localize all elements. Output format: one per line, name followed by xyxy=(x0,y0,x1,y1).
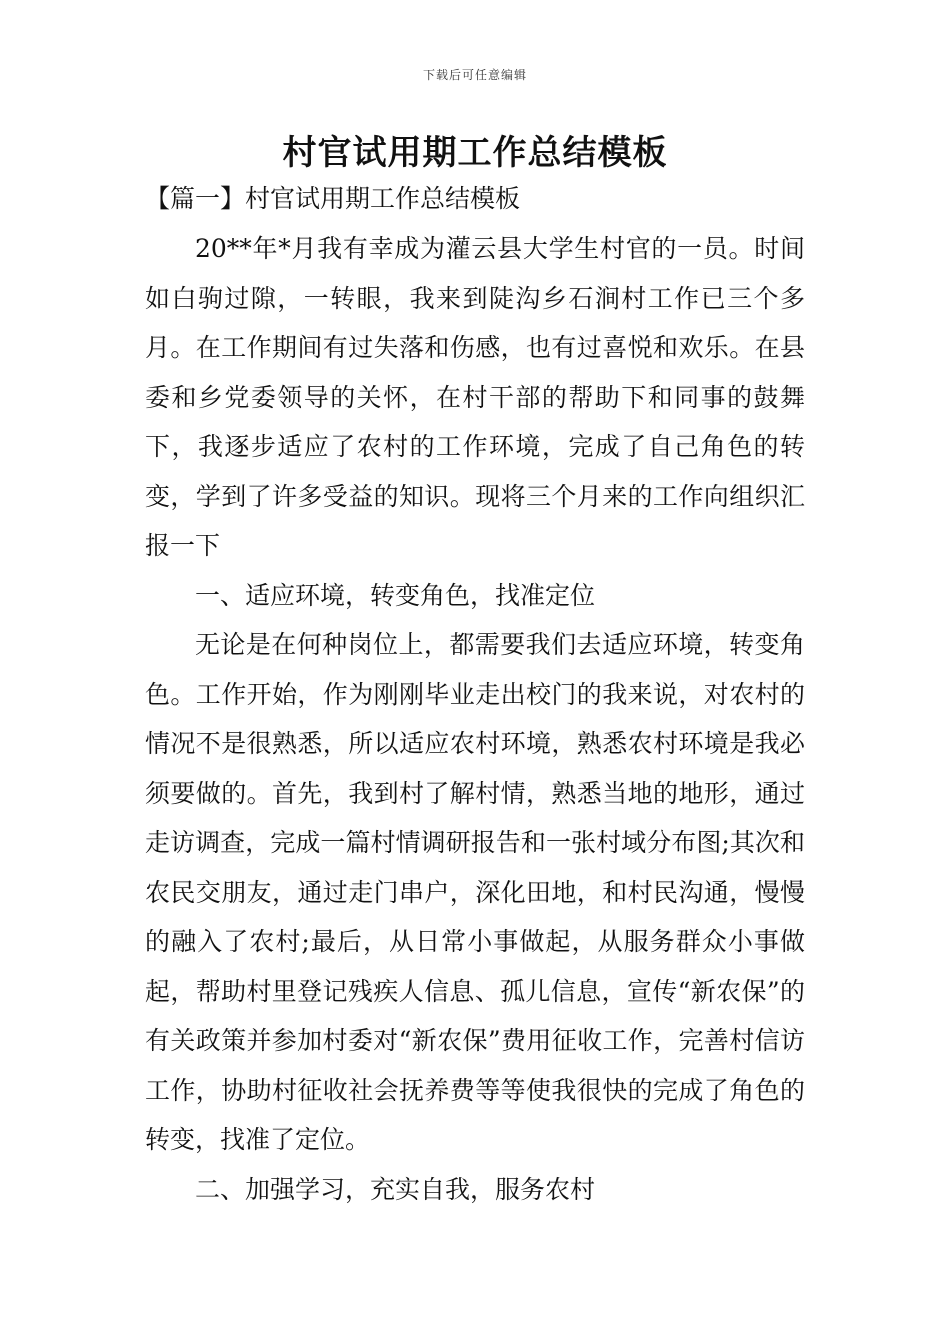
section-heading-2: 二、加强学习，充实自我，服务农村 xyxy=(195,1174,596,1204)
section-heading-1: 一、适应环境，转变角色，找准定位 xyxy=(195,580,596,610)
document-body xyxy=(145,224,805,1214)
paragraph-intro: 20**年*月我有幸成为灌云县大学生村官的一员。时间如白驹过隙，一转眼，我来到陡沟乡石涧村工作已三个多月。在工作期间有过失落和伤感，也有过喜悦和欢乐。在县委和乡党委领导的关怀，在村干部的帮助下和同事的鼓舞下，我逐步适应了农村的工作环境，完成了自己角色的转变，学到了许多受益的知识。现将三个月来的工作向组织汇报一下 xyxy=(145,234,805,560)
section-subheading: 【篇一】村官试用期工作总结模板 xyxy=(145,184,521,213)
header-note: 下载后可任意编辑 xyxy=(422,68,527,82)
document-title: 村官试用期工作总结模板 xyxy=(282,133,668,173)
paragraph-section-1: 无论是在何种岗位上，都需要我们去适应环境，转变角色。工作开始，作为刚刚毕业走出校门的我来说，对农村的情况不是很熟悉，所以适应农村环境，熟悉农村环境是我必须要做的。首先，我到村了解村情，熟悉当地的地形，通过走访调查，完成一篇村情调研报告和一张村域分布图;其次和农民交朋友，通过走门串户，深化田地，和村民沟通，慢慢的融入了农村;最后，从日常小事做起，从服务群众小事做起，帮助村里登记残疾人信息、孤儿信息，宣传“新农保”的有关政策并参加村委对“新农保”费用征收工作，完善村信访工作，协助村征收社会抚养费等等使我很快的完成了角色的转变，找准了定位。 xyxy=(145,630,805,1154)
